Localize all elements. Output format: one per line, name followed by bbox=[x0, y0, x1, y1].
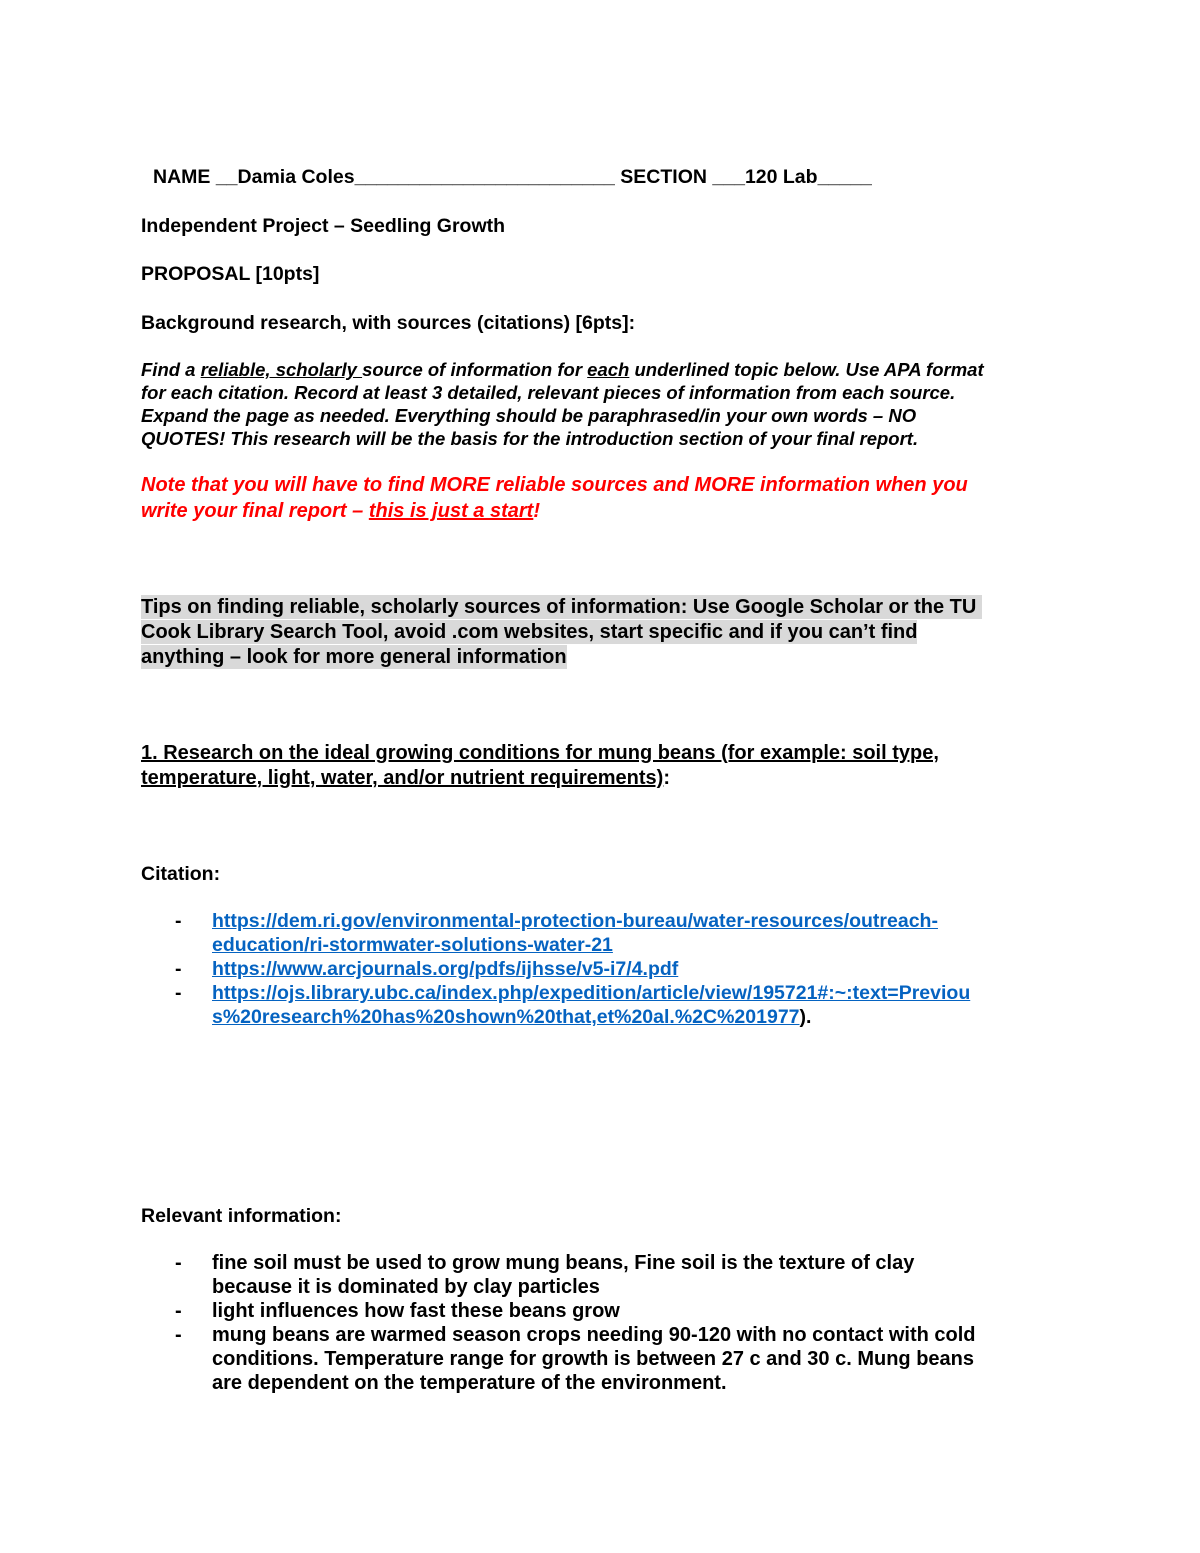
relevant-item-3-line-1: - mung beans are warmed season crops needing 90-120 with no contact with cold bbox=[212, 1324, 976, 1346]
relevant-item-3-line-3: are dependent on the temperature of the environment. bbox=[212, 1372, 727, 1394]
note-line-1: Note that you will have to find MORE reliable sources and MORE information when you bbox=[141, 474, 968, 496]
research-line-2: temperature, light, water, and/or nutrient requirements): bbox=[141, 767, 670, 789]
header-line bbox=[153, 166, 872, 189]
relevant-item-2-line-1: - light influences how fast these beans grow bbox=[212, 1300, 620, 1322]
tips-paragraph bbox=[141, 595, 982, 670]
tips-line-3: anything – look for more general information bbox=[141, 646, 567, 668]
citation-link-1-line-1[interactable]: - https://dem.ri.gov/environmental-protection-bureau/water-resources/outreach- bbox=[212, 910, 938, 932]
name-value: Damia Coles bbox=[237, 166, 355, 188]
section-blank: _____ bbox=[817, 166, 872, 188]
instructions-line-3: Expand the page as needed. Everything should be paraphrased/in your own words – NO bbox=[141, 405, 917, 426]
name-label: NAME __ bbox=[153, 166, 238, 188]
citation-link-3-line-1[interactable]: - https://ojs.library.ubc.ca/index.php/expedition/article/view/195721#:~:text=Previou bbox=[212, 982, 971, 1004]
relevant-info-list bbox=[141, 1251, 976, 1395]
note-line-2: write your final report – this is just a start! bbox=[141, 500, 540, 522]
section-label: SECTION ___ bbox=[620, 166, 745, 188]
citation-item bbox=[141, 909, 970, 957]
instructions-line-2: for each citation. Record at least 3 detailed, relevant pieces of information from each source. bbox=[141, 382, 956, 403]
note-underline: this is just a start bbox=[368, 500, 534, 522]
relevant-item-1-line-2: because it is dominated by clay particles bbox=[212, 1276, 600, 1298]
citation-link-2[interactable]: - https://www.arcjournals.org/pdfs/ijhsse/v5-i7/4.pdf bbox=[212, 958, 679, 980]
research-topic-1 bbox=[141, 741, 939, 791]
citation-item bbox=[141, 981, 970, 1029]
background-title: Background research, with sources (citations) [6pts]: bbox=[141, 312, 636, 334]
instructions-line-4: QUOTES! This research will be the basis for the introduction section of your final report. bbox=[141, 428, 919, 449]
relevant-item-3-line-2: conditions. Temperature range for growth is between 27 c and 30 c. Mung beans bbox=[212, 1348, 975, 1370]
relevant-info-label: Relevant information: bbox=[141, 1205, 342, 1227]
citation-link-3-line-2[interactable]: s%20research%20has%20shown%20that,et%20al.%2C%201977 bbox=[212, 1006, 800, 1028]
note-paragraph bbox=[141, 472, 968, 524]
citation-list bbox=[141, 909, 970, 1029]
citation-suffix: ). bbox=[799, 1006, 812, 1028]
name-blank: ________________________ bbox=[354, 166, 615, 188]
relevant-item bbox=[141, 1323, 976, 1395]
research-line-1: 1. Research on the ideal growing conditions for mung beans (for example: soil type, bbox=[141, 742, 939, 764]
citation-label: Citation: bbox=[141, 863, 221, 885]
instructions-paragraph bbox=[141, 358, 984, 450]
tips-line-1: Tips on finding reliable, scholarly sources of information: Use Google Scholar or the TU bbox=[141, 595, 982, 619]
project-title: Independent Project – Seedling Growth bbox=[141, 215, 506, 237]
instructions-line-1: Find a reliable, scholarly source of information for each underlined topic below. Use APA format bbox=[141, 359, 984, 380]
relevant-item-1-line-1: - fine soil must be used to grow mung beans, Fine soil is the texture of clay bbox=[212, 1252, 915, 1274]
underline-reliable-scholarly: reliable, scholarly bbox=[200, 359, 363, 380]
relevant-item bbox=[141, 1251, 976, 1299]
citation-item bbox=[141, 957, 970, 981]
section-value: 120 Lab bbox=[744, 166, 818, 188]
underline-each: each bbox=[587, 359, 630, 380]
relevant-item bbox=[141, 1299, 976, 1323]
proposal-title: PROPOSAL [10pts] bbox=[141, 263, 320, 285]
citation-link-1-line-2[interactable]: education/ri-stormwater-solutions-water-21 bbox=[212, 934, 613, 956]
tips-line-2: Cook Library Search Tool, avoid .com websites, start specific and if you can’t find bbox=[141, 621, 918, 643]
